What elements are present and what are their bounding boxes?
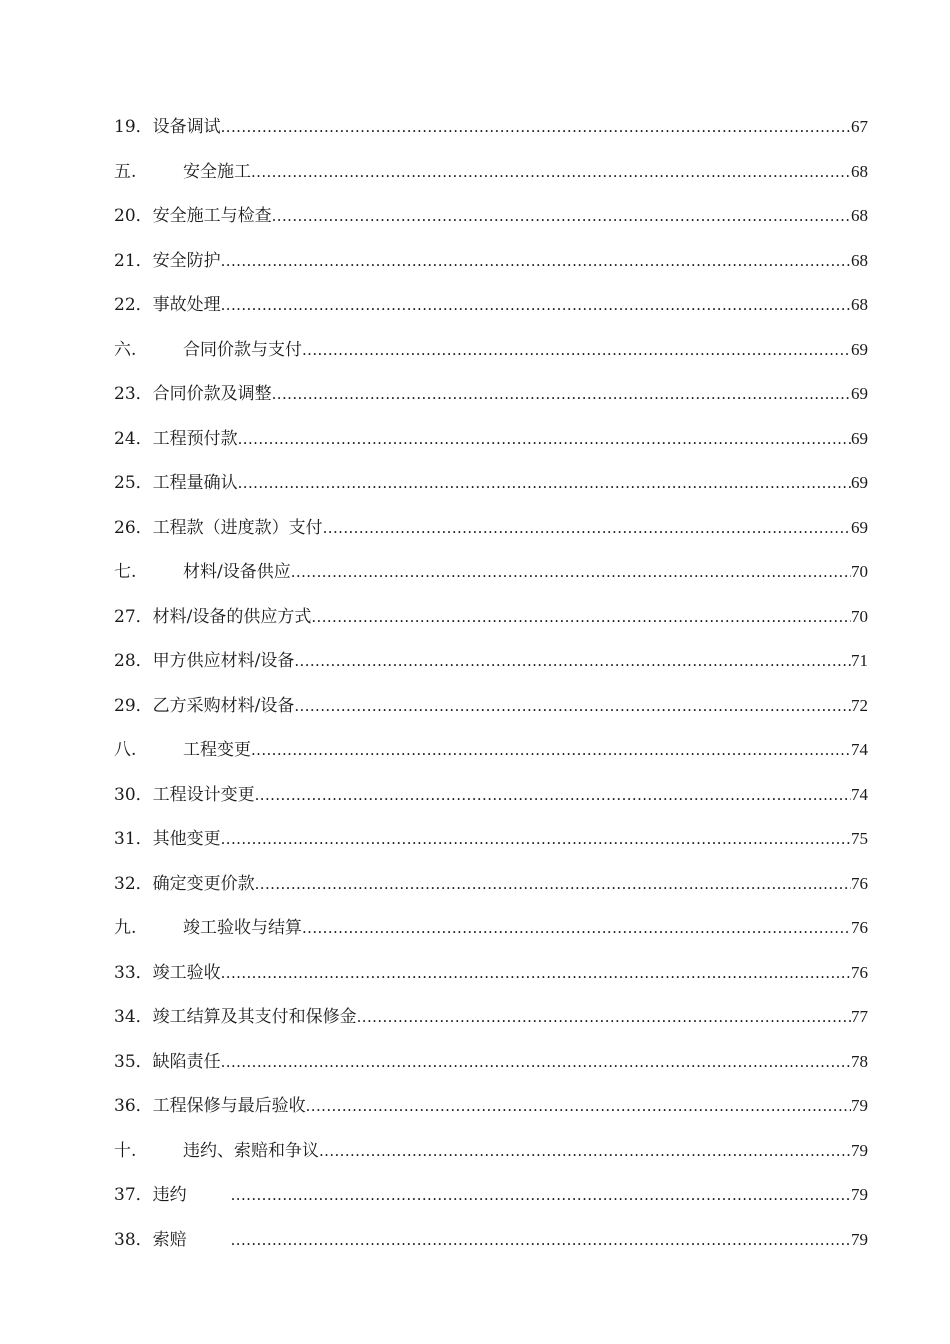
toc-entry-page-number: 68: [851, 250, 868, 270]
toc-entry-page-number: 68: [851, 161, 868, 181]
toc-dot-leader: [231, 1173, 851, 1218]
toc-entry-title: 确定变更价款: [152, 873, 255, 894]
toc-section-entry[interactable]: [114, 194, 868, 239]
toc-section-entry[interactable]: [114, 461, 868, 506]
toc-entry-page-number: 71: [851, 651, 868, 670]
toc-section-entry[interactable]: [114, 862, 868, 907]
toc-entry-title: 材料/设备供应: [183, 562, 291, 582]
toc-entry-page-number: 70: [851, 606, 868, 626]
toc-entry-page-number: 77: [851, 1007, 868, 1026]
toc-entry-page-number: 72: [851, 695, 868, 715]
toc-entry-number: 七.: [114, 562, 137, 582]
toc-entry-page-number: 79: [851, 1140, 868, 1160]
toc-entry-title: 竣工结算及其支付和保修金: [152, 1007, 357, 1027]
toc-dot-leader: [272, 194, 851, 239]
toc-section-entry[interactable]: [114, 639, 868, 684]
toc-entry-page-number: 74: [851, 784, 868, 804]
toc-entry-number: 38．: [114, 1229, 153, 1250]
toc-dot-leader: [221, 105, 851, 150]
toc-entry-title: 设备调试: [152, 117, 221, 137]
toc-entry-title: 工程保修与最后验收: [152, 1096, 306, 1116]
toc-entry-page-number: 76: [851, 873, 868, 893]
toc-dot-leader: [323, 506, 851, 551]
toc-chapter-entry[interactable]: [114, 728, 868, 773]
toc-section-entry[interactable]: [114, 684, 868, 729]
toc-chapter-entry[interactable]: [114, 328, 868, 373]
toc-entry-title: 索赔: [152, 1229, 187, 1250]
toc-entry-page-number: 79: [851, 1096, 868, 1115]
toc-dot-leader: [255, 862, 851, 907]
toc-entry-number: 五.: [114, 161, 137, 182]
toc-section-entry[interactable]: [114, 951, 868, 996]
toc-entry-title: 合同价款及调整: [152, 384, 272, 404]
toc-entry-number: 36．: [114, 1096, 153, 1116]
toc-entry-title: 乙方采购材料/设备: [152, 695, 295, 716]
toc-entry-number: 31．: [114, 829, 153, 849]
toc-entry-title: 工程款（进度款）支付: [152, 517, 323, 538]
toc-entry-page-number: 76: [851, 962, 868, 982]
toc-dot-leader: [221, 283, 851, 328]
toc-entry-title: 缺陷责任: [152, 1051, 221, 1072]
toc-dot-leader: [251, 728, 851, 773]
toc-chapter-entry[interactable]: [114, 150, 868, 195]
toc-entry-title: 安全施工: [183, 161, 251, 182]
toc-section-entry[interactable]: [114, 283, 868, 328]
toc-entry-page-number: 69: [851, 428, 868, 448]
toc-entry-title: 工程设计变更: [152, 784, 255, 805]
toc-entry-title: 材料/设备的供应方式: [152, 606, 312, 627]
toc-dot-leader: [306, 1084, 851, 1129]
toc-entry-title: 合同价款与支付: [183, 339, 302, 360]
toc-entry-page-number: 69: [851, 517, 868, 537]
toc-entry-number: 九.: [114, 918, 137, 938]
toc-dot-leader: [319, 1129, 851, 1174]
toc-dot-leader: [221, 951, 851, 996]
toc-section-entry[interactable]: [114, 817, 868, 862]
toc-entry-page-number: 69: [851, 473, 868, 492]
toc-entry-title: 甲方供应材料/设备: [152, 651, 295, 671]
toc-entry-number: 19．: [114, 117, 153, 137]
toc-entry-title: 事故处理: [152, 295, 221, 315]
toc-entry-number: 26．: [114, 517, 153, 538]
toc-section-entry[interactable]: [114, 105, 868, 150]
toc-entry-number: 八.: [114, 740, 137, 760]
toc-section-entry[interactable]: [114, 595, 868, 640]
toc-entry-number: 28．: [114, 651, 153, 671]
toc-entry-page-number: 70: [851, 562, 868, 581]
toc-entry-page-number: 69: [851, 384, 868, 403]
toc-entry-number: 20．: [114, 206, 153, 226]
toc-entry-title: 其他变更: [152, 829, 221, 849]
toc-dot-leader: [238, 461, 851, 506]
toc-dot-leader: [221, 1040, 851, 1085]
toc-entry-number: 22．: [114, 295, 153, 315]
toc-dot-leader: [238, 417, 851, 462]
toc-section-entry[interactable]: [114, 1084, 868, 1129]
toc-entry-number: 六.: [114, 339, 137, 360]
toc-section-entry[interactable]: [114, 1173, 868, 1218]
toc-section-entry[interactable]: [114, 239, 868, 284]
toc-entry-number: 23．: [114, 384, 153, 404]
toc-entry-title: 工程量确认: [152, 473, 238, 493]
toc-chapter-entry[interactable]: [114, 550, 868, 595]
toc-section-entry[interactable]: [114, 417, 868, 462]
toc-dot-leader: [231, 1218, 851, 1263]
toc-entry-number: 25．: [114, 473, 153, 493]
toc-entry-number: 35．: [114, 1051, 153, 1072]
toc-section-entry[interactable]: [114, 773, 868, 818]
toc-dot-leader: [311, 595, 851, 640]
toc-entry-page-number: 79: [851, 1229, 868, 1249]
toc-entry-title: 违约、索赔和争议: [183, 1140, 319, 1161]
toc-dot-leader: [357, 995, 851, 1040]
toc-dot-leader: [221, 817, 851, 862]
toc-section-entry[interactable]: [114, 1218, 868, 1263]
toc-entry-number: 30．: [114, 784, 153, 805]
toc-dot-leader: [291, 550, 851, 595]
toc-entry-number: 32．: [114, 873, 153, 894]
toc-entry-page-number: 67: [851, 117, 868, 136]
toc-section-entry[interactable]: [114, 506, 868, 551]
toc-chapter-entry[interactable]: [114, 906, 868, 951]
toc-entry-number: 21．: [114, 250, 153, 271]
toc-entry-title: 竣工验收与结算: [183, 918, 302, 938]
toc-chapter-entry[interactable]: [114, 1129, 868, 1174]
toc-dot-leader: [272, 372, 851, 417]
toc-section-entry[interactable]: [114, 995, 868, 1040]
toc-entry-number: 十.: [114, 1140, 137, 1161]
toc-entry-title: 竣工验收: [152, 962, 221, 983]
toc-entry-title: 工程预付款: [152, 428, 238, 449]
toc-entry-page-number: 78: [851, 1051, 868, 1071]
toc-dot-leader: [251, 150, 851, 195]
toc-entry-number: 33．: [114, 962, 153, 983]
toc-entry-title: 违约: [152, 1185, 187, 1205]
toc-entry-page-number: 76: [851, 918, 868, 937]
toc-entry-page-number: 68: [851, 295, 868, 314]
toc-entry-page-number: 69: [851, 339, 868, 359]
toc-dot-leader: [302, 328, 851, 373]
toc-entry-page-number: 68: [851, 206, 868, 225]
toc-entry-page-number: 75: [851, 829, 868, 848]
toc-dot-leader: [255, 773, 851, 818]
toc-entry-number: 29．: [114, 695, 153, 716]
toc-entry-title: 工程变更: [183, 740, 251, 760]
toc-entry-number: 27．: [114, 606, 153, 627]
toc-entry-page-number: 79: [851, 1185, 868, 1204]
table-of-contents: [114, 105, 868, 1262]
toc-entry-title: 安全防护: [152, 250, 221, 271]
toc-section-entry[interactable]: [114, 372, 868, 417]
toc-entry-number: 37．: [114, 1185, 153, 1205]
toc-entry-title: 安全施工与检查: [152, 206, 272, 226]
toc-entry-number: 34．: [114, 1007, 153, 1027]
toc-dot-leader: [294, 684, 851, 729]
toc-dot-leader: [302, 906, 851, 951]
toc-dot-leader: [294, 639, 851, 684]
toc-section-entry[interactable]: [114, 1040, 868, 1085]
toc-entry-number: 24．: [114, 428, 153, 449]
toc-dot-leader: [221, 239, 851, 284]
toc-entry-page-number: 74: [851, 740, 868, 759]
